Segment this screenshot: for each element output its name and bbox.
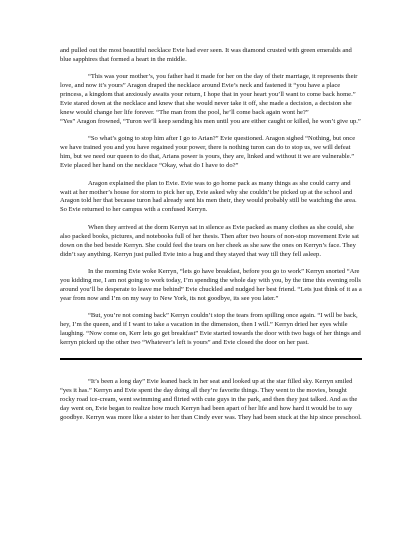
paragraph: and pulled out the most beautiful necklace Evie had ever seen. It was diamond crusted with green emeralds and blue sapphires that formed a heart in the middle.: [60, 47, 352, 63]
paragraph: “This was your mother’s, you father had it made for her on the day of their marriage, it represents their love, and now it’s yours” Aragon draped the necklace around Evie’s neck and fastened it “you have a place princess, a kingdom that anxiously awaits your return, I hope that in your heart you’ll want to come back home.” Evie stared down at the necklace and knew that she would never take it off, she made a decision, a decision she knew would change her life forever. “The man from the pool, he’ll come back again wont he?”: [60, 73, 358, 117]
paragraph: “But, you’re not coming back” Kerryn couldn’t stop the tears from spilling once again. “I will be back, hey, I’m the queen, and if I want to take a vacation in the dimension, then I will.” Kerryn dried her eyes while laughing. “Now come on, Kerr lets go get breakfast” Evie started towards the door with two bags of her things and kerryn picked up the other two “Whatever’s left is yours” and Evie closed the door on her past.: [60, 312, 361, 347]
paragraph: Aragon explained the plan to Evie. Evie was to go home pack as many things as she could carry and wait at her mother’s house for storm to pick her up, Evie asked why she couldn’t be picked up at the school and Aragon told her that because turon had already sent his men their, they would probably still be watching the area. So Evie returned to her campus with a confused Kerryn.: [60, 179, 357, 214]
paragraph: “It’s been a long day” Evie leaned back in her seat and looked up at the star filled sky. Kerryn smiled “yes it has.” Kerryn and Evie spent the day doing all they’re favorite things. They went to the movies, bought rocky road ice-cream, went swimming and flirted with cute guys in the park, and then they just talked. And as the day went on, Evie began to realize how much Kerryn had been apart of her life and how hard it would be to say goodbye. Kerryn was more like a sister to her than Cindy ever was. They had been stuck at the hip since preschool.: [60, 377, 362, 421]
paragraph: “Yes” Aragon frowned, “Turon we’ll keep sending his men until you are either caught or killed, he won’t give up.”: [60, 117, 361, 125]
paragraph: When they arrived at the dorm Kerryn sat in silence as Evie packed as many clothes as she could, she also packed books, pictures, and notebooks full of her thesis. Then after two hours of non-stop movement Evie sat down on the bed beside Kerryn. She could feel the tears on her cheek as she saw the ones on Kerryn’s face. They didn’t say anything. Kerryn just pulled Evie into a hug and they stayed that way till they fell asleep.: [60, 223, 359, 258]
page-body: [60, 47, 362, 422]
section-divider: [60, 358, 362, 360]
paragraph: In the morning Evie woke Kerryn, “lets go have breakfast, before you go to work” Kerryn snorted “Are you kidding me, I am not going to work today, I’m spending the whole day with you, by the time this evening rolls around you’ll be desperate to leave me behind” Evie chuckled and nudged her best friend. “Lets just think of it as a year from now and I’m on my way to New York, its not goodbye, its see you later.”: [60, 268, 362, 302]
paragraph: “So what’s going to stop him after I go to Arian?” Evie questioned. Aragon sighed “Nothing, but once we have trained you and you have regained your power, there is nothing turon can do to stop us, we will defeat him, but we need our queen to do that, Arians power is yours, they are, linked and without it we are vulnerable.” Evie placed her hand on the necklace “Okay, what do I have to do?”: [60, 135, 356, 170]
